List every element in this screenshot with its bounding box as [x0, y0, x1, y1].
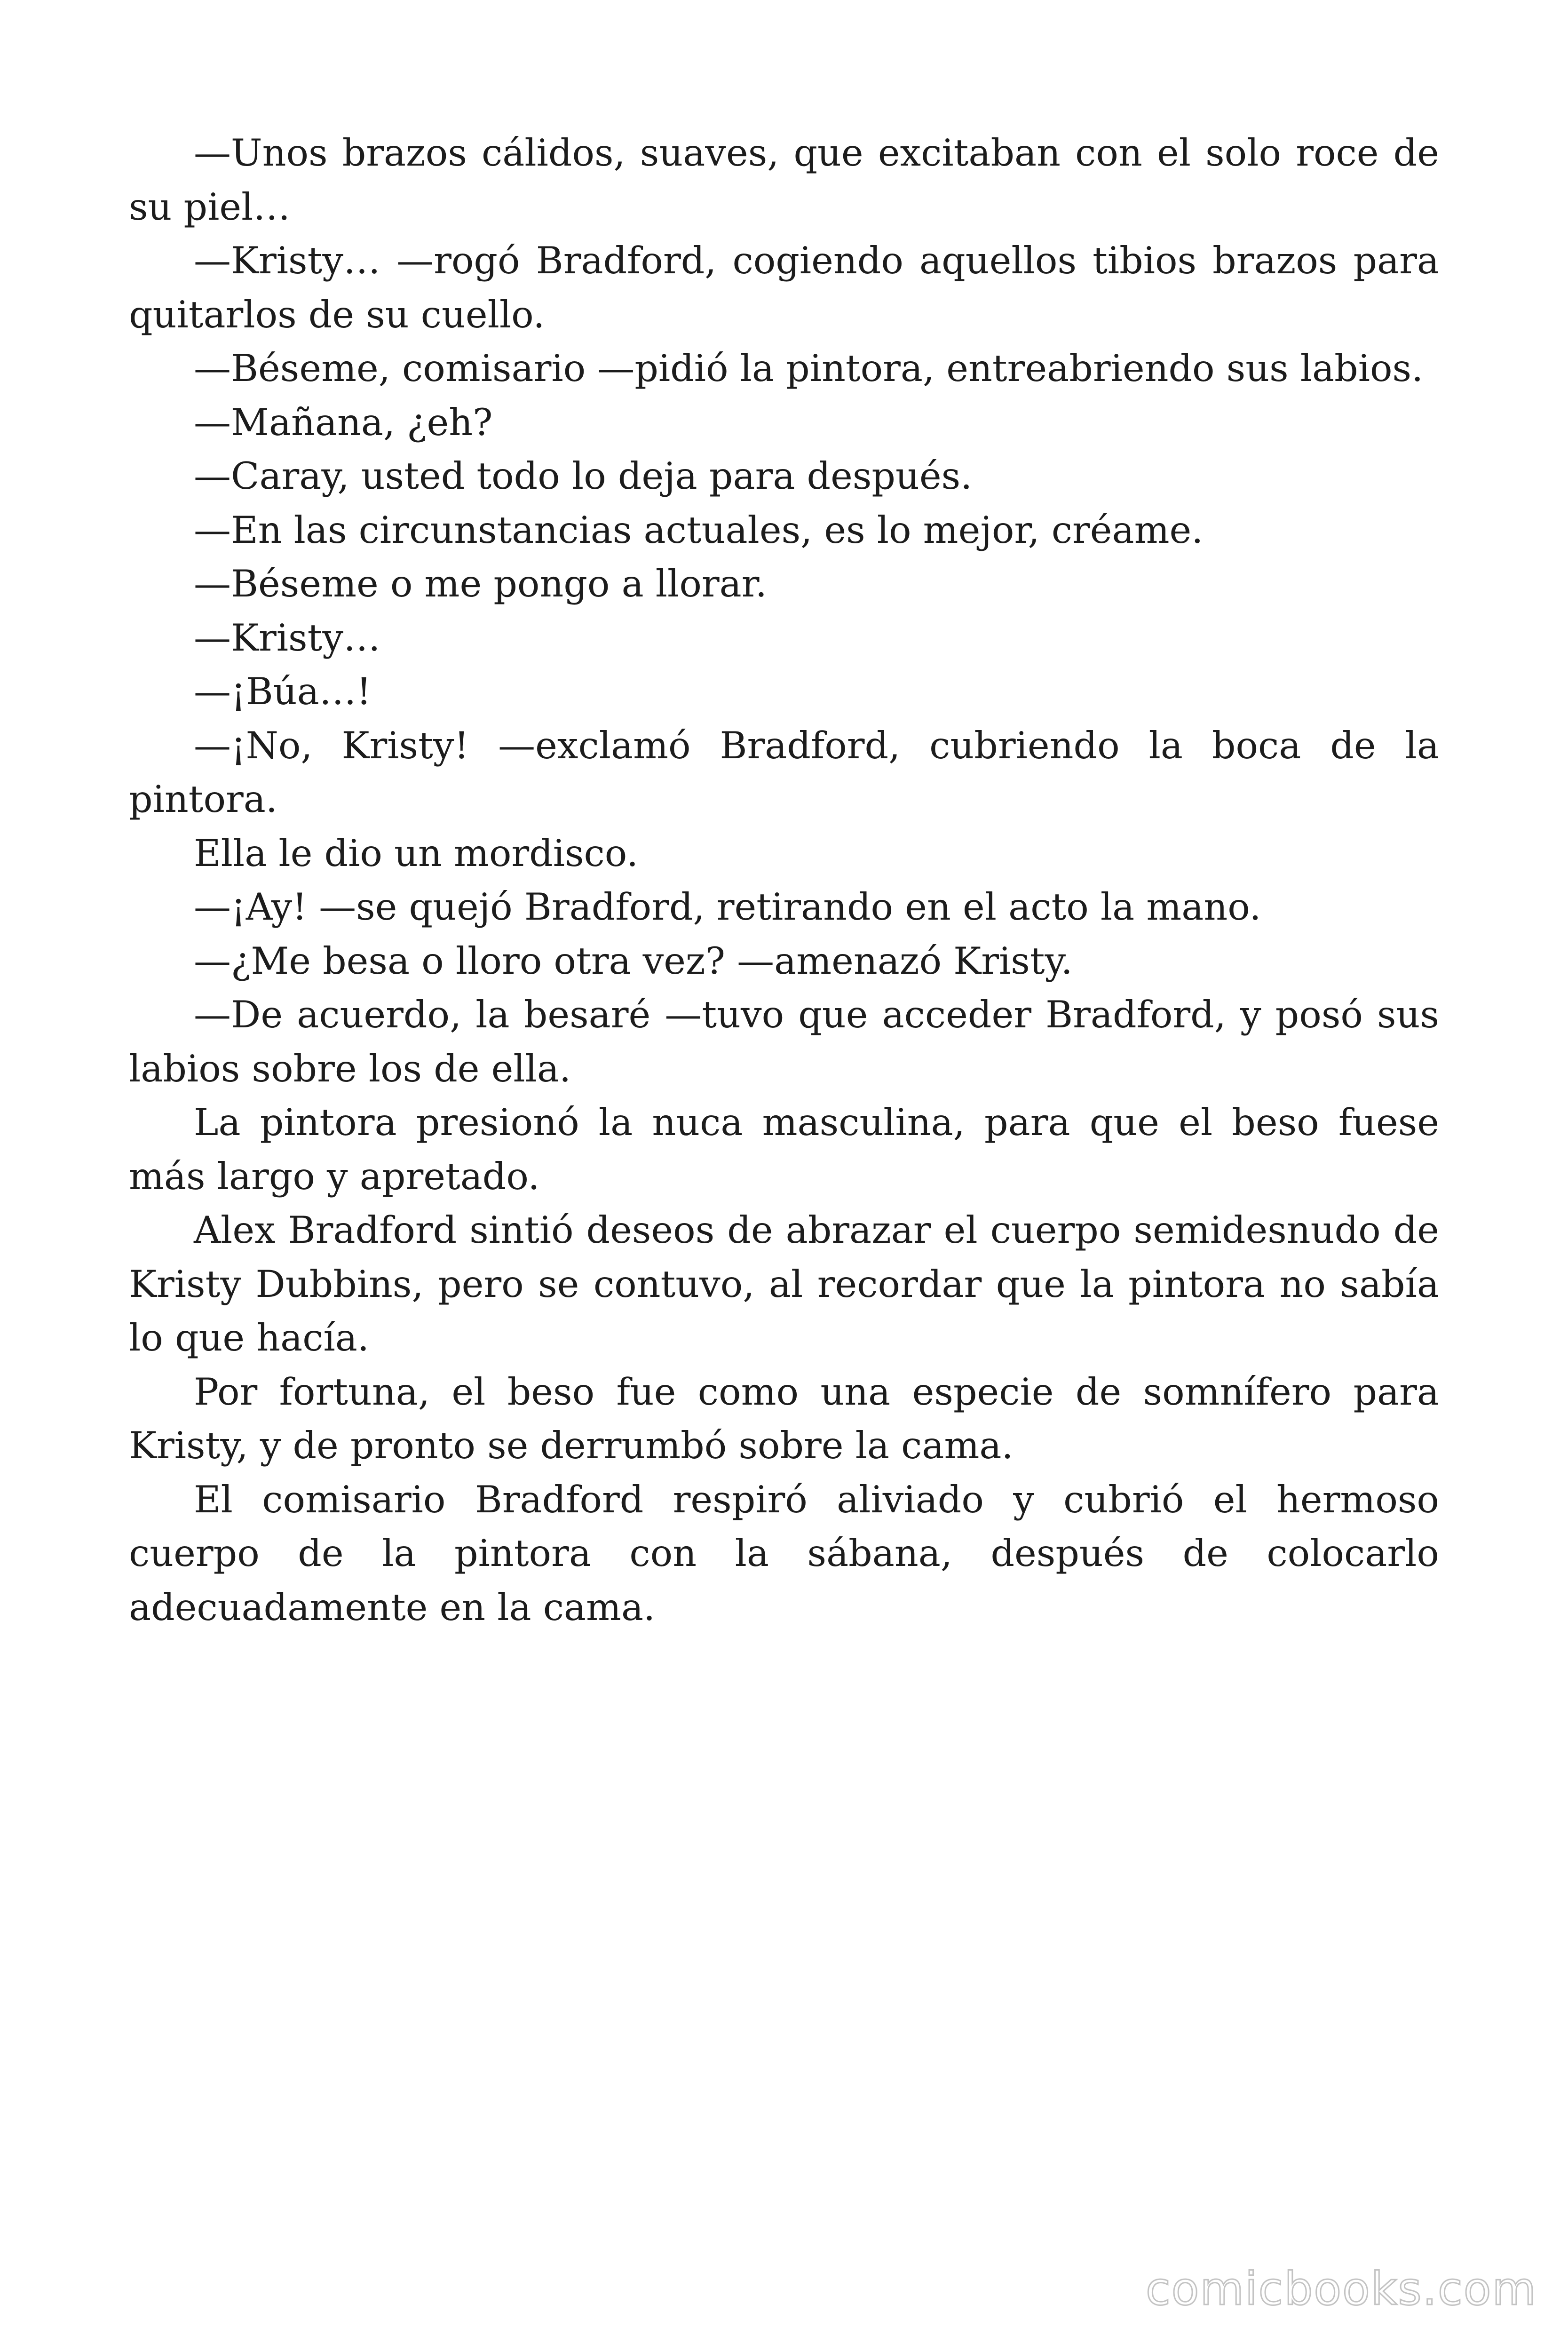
- paragraph: La pintora presionó la nuca masculina, para que el beso fuese más largo y apretado.: [129, 1101, 1439, 1198]
- paragraph: —Unos brazos cálidos, suaves, que excitaban con el solo roce de su piel…: [129, 131, 1439, 229]
- paragraph: —Béseme, comisario —pidió la pintora, entreabriendo sus labios.: [194, 347, 1424, 390]
- paragraph: —¡No, Kristy! —exclamó Bradford, cubriendo la boca de la pintora.: [129, 723, 1439, 821]
- paragraph: —¡Búa…!: [194, 670, 372, 713]
- paragraph: —¡Ay! —se quejó Bradford, retirando en el acto la mano.: [194, 885, 1261, 929]
- paragraph: —Mañana, ¿eh?: [194, 400, 493, 444]
- paragraph: —Béseme o me pongo a llorar.: [194, 562, 767, 605]
- paragraph: Alex Bradford sintió deseos de abrazar el cuerpo semidesnudo de Kristy Dubbins, pero se contuvo, al recordar que la pintora no sabía lo que hacía.: [129, 1208, 1439, 1359]
- paragraph: Por fortuna, el beso fue como una especie de somnífero para Kristy, y de pronto se derrumbó sobre la cama.: [129, 1370, 1439, 1467]
- paragraph: Ella le dio un mordisco.: [194, 831, 639, 875]
- paragraph: —Kristy… —rogó Bradford, cogiendo aquellos tibios brazos para quitarlos de su cuello.: [129, 239, 1439, 336]
- paragraph: —¿Me besa o lloro otra vez? —amenazó Kristy.: [194, 939, 1073, 983]
- watermark: comicbooks.com: [1145, 2263, 1537, 2315]
- paragraph: —De acuerdo, la besaré —tuvo que acceder Bradford, y posó sus labios sobre los de ella.: [129, 993, 1439, 1090]
- paragraph: —Caray, usted todo lo deja para después.: [194, 454, 973, 498]
- page-text: [129, 126, 1439, 1634]
- paragraph: El comisario Bradford respiró aliviado y cubrió el hermoso cuerpo de la pintora con la sábana, después de colocarlo adecuadamente en la cama.: [129, 1478, 1439, 1629]
- paragraph: —En las circunstancias actuales, es lo mejor, créame.: [194, 508, 1204, 552]
- paragraph: —Kristy…: [194, 616, 380, 660]
